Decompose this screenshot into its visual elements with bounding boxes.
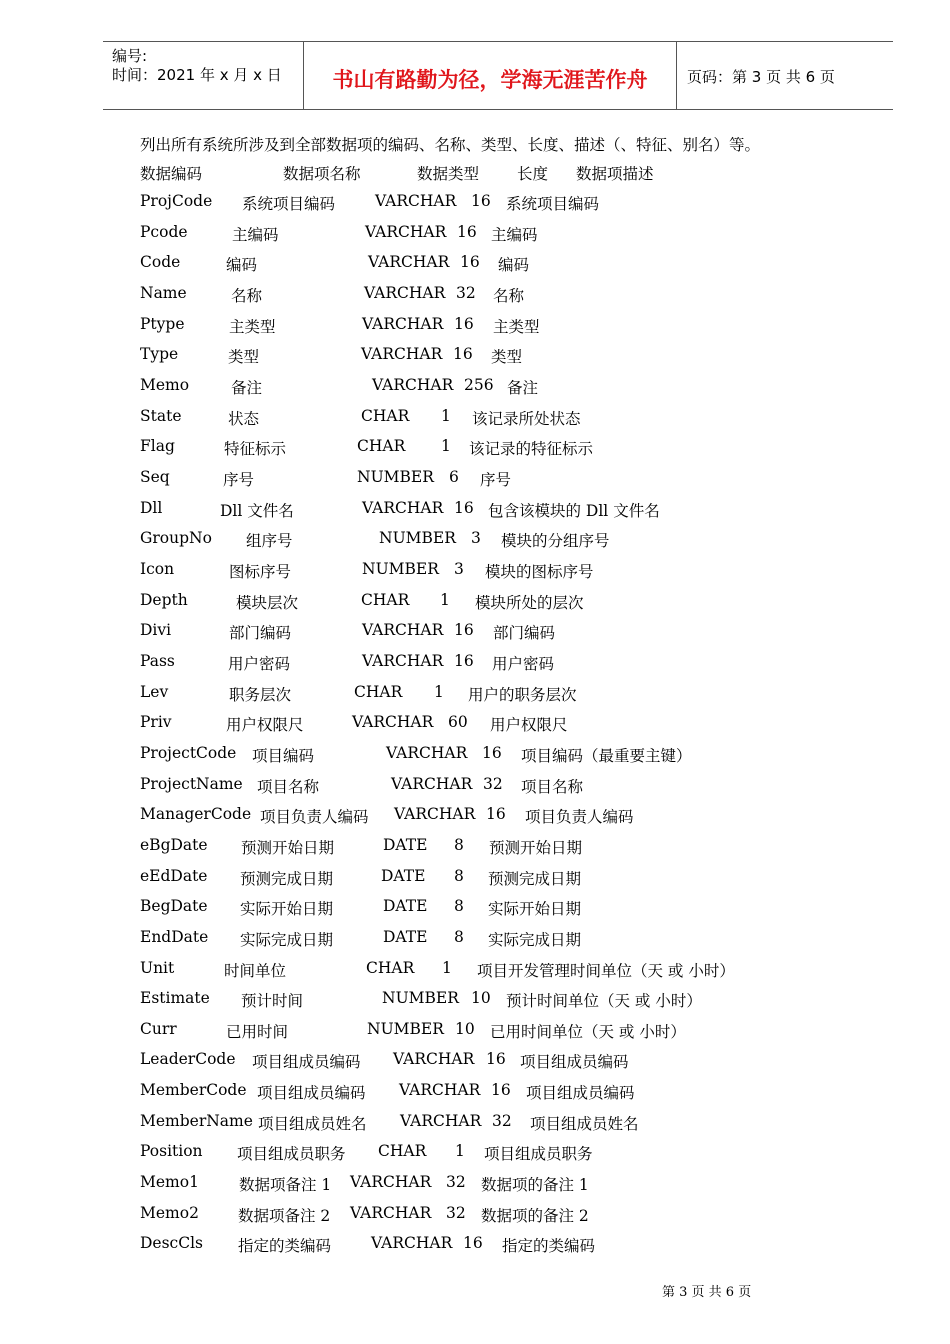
table-row-name: 图标序号 [229,563,292,581]
table-row-name: 项目编码 [252,747,315,765]
table-row-length: 256 [464,376,494,394]
table-row-code: State [140,407,182,425]
table-row-type: VARCHAR [350,1173,432,1191]
table-row [0,315,950,337]
table-row-code: ProjectName [140,775,243,793]
table-row-type: VARCHAR [368,253,450,271]
table-row-length: 32 [483,775,503,793]
table-row-description: 项目负责人编码 [525,808,634,826]
table-row-length: 3 [471,529,481,547]
document-number-label: 编号: [112,47,148,65]
table-row [0,713,950,735]
table-row-type: NUMBER [379,529,456,547]
table-row [0,683,950,705]
table-row-description: 项目编码（最重要主键） [521,747,692,765]
intro-paragraph: 列出所有系统所涉及到全部数据项的编码、名称、类型、长度、描述（、特征、别名）等。 [140,136,761,154]
table-row-description: 用户权限尺 [490,716,568,734]
table-row-description: 指定的类编码 [502,1237,596,1255]
table-row-type: VARCHAR [362,621,444,639]
table-row-name: Dll 文件名 [220,502,294,520]
table-row-name: 项目名称 [257,778,320,796]
table-row-code: ProjectCode [140,744,237,762]
table-row [0,1081,950,1103]
table-row-length: 1 [455,1142,465,1160]
table-row-description: 系统项目编码 [506,195,600,213]
table-row-length: 32 [446,1173,466,1191]
table-row [0,1204,950,1226]
table-row-type: VARCHAR [386,744,468,762]
table-row-code: DescCls [140,1234,204,1252]
table-row [0,376,950,398]
table-row [0,407,950,429]
table-row-type: VARCHAR [362,652,444,670]
table-row-description: 实际开始日期 [488,900,582,918]
table-row-type: CHAR [378,1142,427,1160]
table-row-code: Name [140,284,187,302]
document-time-label: 时间：2021 年 x 月 x 日 [112,66,282,84]
table-row-type: VARCHAR [399,1081,481,1099]
table-row-length: 8 [454,897,464,915]
table-row-type: VARCHAR [362,315,444,333]
table-row-code: MemberName [140,1112,253,1130]
page-footer: 第 3 页 共 6 页 [662,1285,752,1300]
table-header-type: 数据类型 [417,165,480,183]
table-row-name: 项目组成员编码 [252,1053,361,1071]
table-row [0,591,950,613]
table-row-description: 用户的职务层次 [468,686,577,704]
table-row [0,867,950,889]
table-row [0,652,950,674]
table-row-code: Divi [140,621,172,639]
table-row-description: 主类型 [493,318,540,336]
table-header-description: 数据项描述 [576,165,654,183]
table-row-description: 模块的分组序号 [501,532,610,550]
header-page-info: 页码：第 3 页 共 6 页 [687,68,835,86]
table-row-type: VARCHAR [391,775,473,793]
table-row-code: Type [140,345,179,363]
header-motto-cell [304,42,677,109]
table-row-name: 项目负责人编码 [260,808,369,826]
table-row-type: VARCHAR [362,499,444,517]
table-row-description: 该记录所处状态 [472,410,581,428]
table-row-name: 项目组成员姓名 [258,1115,367,1133]
header-motto: 书山有路勤为径，学海无涯苦作舟 [332,68,648,92]
table-row-type: DATE [383,836,428,854]
table-row-name: 模块层次 [236,594,299,612]
table-row-length: 16 [454,621,474,639]
table-row-description: 已用时间单位（天 或 小时） [490,1023,686,1041]
table-row [0,499,950,521]
table-row-type: VARCHAR [364,284,446,302]
table-row [0,223,950,245]
table-row-type: NUMBER [357,468,434,486]
table-row-type: CHAR [357,437,406,455]
table-row-length: 16 [463,1234,483,1252]
table-row-name: 用户密码 [228,655,291,673]
table-row-name: 类型 [228,348,260,366]
table-row-code: Dll [140,499,163,517]
table-row-name: 序号 [223,471,255,489]
table-header-length: 长度 [517,165,549,183]
table-row-length: 16 [471,192,491,210]
table-row-description: 预测开始日期 [489,839,583,857]
table-row-name: 备注 [231,379,263,397]
table-row [0,253,950,275]
table-row [0,345,950,367]
table-row-length: 8 [454,928,464,946]
table-row-length: 60 [448,713,468,731]
table-row-description: 模块所处的层次 [475,594,584,612]
table-row-name: 状态 [228,410,260,428]
table-row-length: 8 [454,867,464,885]
table-row-type: DATE [381,867,426,885]
table-row-code: LeaderCode [140,1050,236,1068]
table-row-type: VARCHAR [365,223,447,241]
table-row-length: 1 [441,407,451,425]
table-row-code: Lev [140,683,169,701]
table-row-code: MemberCode [140,1081,247,1099]
table-row-length: 16 [454,652,474,670]
table-row-type: CHAR [361,591,410,609]
table-row-type: NUMBER [382,989,459,1007]
table-row-type: VARCHAR [352,713,434,731]
table-row [0,1173,950,1195]
table-row-length: 1 [441,437,451,455]
table-row [0,560,950,582]
table-row-code: Pass [140,652,175,670]
table-row-code: EndDate [140,928,209,946]
table-row-description: 主编码 [491,226,538,244]
table-row-length: 16 [457,223,477,241]
table-row-type: CHAR [366,959,415,977]
table-row-description: 项目开发管理时间单位（天 或 小时） [477,962,735,980]
table-row-code: Unit [140,959,175,977]
table-row [0,959,950,981]
table-row-code: BegDate [140,897,208,915]
table-row-type: DATE [383,928,428,946]
table-row [0,928,950,950]
table-row-description: 该记录的特征标示 [469,440,594,458]
table-row-type: VARCHAR [350,1204,432,1222]
table-row-type: VARCHAR [375,192,457,210]
table-row-description: 预测完成日期 [488,870,582,888]
table-row-length: 1 [442,959,452,977]
table-row-name: 项目组成员编码 [257,1084,366,1102]
table-row-length: 16 [454,315,474,333]
table-row-name: 名称 [231,287,263,305]
table-row-type: VARCHAR [393,1050,475,1068]
table-row-length: 16 [460,253,480,271]
table-row-code: Depth [140,591,188,609]
table-row-code: Ptype [140,315,185,333]
table-row-name: 实际完成日期 [240,931,334,949]
table-row-length: 16 [454,499,474,517]
table-row-length: 1 [440,591,450,609]
table-row-name: 部门编码 [229,624,292,642]
table-row-code: Curr [140,1020,177,1038]
table-row-description: 实际完成日期 [488,931,582,949]
table-row [0,284,950,306]
table-row-type: DATE [383,897,428,915]
table-row-name: 职务层次 [229,686,292,704]
table-row [0,1112,950,1134]
table-row-name: 预测完成日期 [240,870,334,888]
table-row-name: 特征标示 [224,440,287,458]
table-row-description: 项目组成员编码 [520,1053,629,1071]
table-row [0,744,950,766]
table-row-type: VARCHAR [361,345,443,363]
table-row [0,805,950,827]
table-row-name: 系统项目编码 [242,195,336,213]
table-row-code: Icon [140,560,175,578]
table-row-length: 16 [453,345,473,363]
table-row-code: eBgDate [140,836,208,854]
table-row-code: Pcode [140,223,188,241]
table-header-name: 数据项名称 [283,165,361,183]
table-row [0,437,950,459]
table-row [0,1142,950,1164]
header-meta [103,42,304,109]
table-row [0,621,950,643]
table-row [0,468,950,490]
table-row-length: 16 [491,1081,511,1099]
table-row-name: 项目组成员职务 [237,1145,346,1163]
table-row [0,1020,950,1042]
table-row-description: 模块的图标序号 [485,563,594,581]
page-header [103,41,893,110]
table-row-description: 名称 [493,287,525,305]
table-row-name: 预计时间 [241,992,304,1010]
table-row-name: 已用时间 [226,1023,289,1041]
table-row [0,192,950,214]
table-row-description: 包含该模块的 Dll 文件名 [488,502,660,520]
table-row-name: 数据项备注 2 [238,1207,331,1225]
table-header [0,162,950,184]
table-row-code: Priv [140,713,172,731]
table-row-description: 项目组成员编码 [526,1084,635,1102]
table-row-length: 10 [471,989,491,1007]
table-row [0,775,950,797]
table-row-name: 编码 [226,256,258,274]
table-row-name: 主类型 [229,318,276,336]
table-row-name: 组序号 [246,532,293,550]
table-row-code: Position [140,1142,203,1160]
table-row-description: 数据项的备注 1 [481,1176,589,1194]
table-row-code: Seq [140,468,170,486]
table-row-length: 10 [455,1020,475,1038]
table-row-type: VARCHAR [400,1112,482,1130]
table-row-code: GroupNo [140,529,212,547]
table-row-description: 项目名称 [521,778,584,796]
table-row-description: 部门编码 [493,624,556,642]
table-row-code: eEdDate [140,867,208,885]
table-row-code: Estimate [140,989,210,1007]
table-row-code: ManagerCode [140,805,252,823]
table-row-description: 编码 [498,256,530,274]
table-row-length: 32 [446,1204,466,1222]
table-row-length: 6 [449,468,459,486]
table-row-type: NUMBER [367,1020,444,1038]
table-row-length: 16 [486,805,506,823]
table-row-code: Memo2 [140,1204,199,1222]
table-row [0,1234,950,1256]
table-header-code: 数据编码 [140,165,203,183]
table-row-description: 项目组成员职务 [484,1145,593,1163]
table-row-type: VARCHAR [372,376,454,394]
table-row-description: 备注 [507,379,539,397]
table-row-type: NUMBER [362,560,439,578]
table-row [0,529,950,551]
table-row-description: 序号 [480,471,512,489]
table-row-name: 主编码 [232,226,279,244]
table-row-name: 用户权限尺 [226,716,304,734]
table-row-type: VARCHAR [394,805,476,823]
table-row [0,836,950,858]
table-row-name: 时间单位 [224,962,287,980]
table-row-description: 预计时间单位（天 或 小时） [506,992,702,1010]
table-row-length: 32 [456,284,476,302]
table-row-length: 3 [454,560,464,578]
table-row-code: Flag [140,437,175,455]
table-row-type: VARCHAR [371,1234,453,1252]
table-row-code: Code [140,253,181,271]
table-row-code: ProjCode [140,192,213,210]
table-row-length: 8 [454,836,464,854]
table-row-description: 数据项的备注 2 [481,1207,589,1225]
table-row-name: 指定的类编码 [238,1237,332,1255]
table-row-description: 用户密码 [492,655,555,673]
table-row [0,897,950,919]
table-row-name: 预测开始日期 [241,839,335,857]
table-row-type: CHAR [361,407,410,425]
table-row-length: 32 [492,1112,512,1130]
table-row-length: 1 [434,683,444,701]
table-row-length: 16 [486,1050,506,1068]
table-row [0,989,950,1011]
table-row-code: Memo [140,376,190,394]
table-row [0,1050,950,1072]
table-row-name: 数据项备注 1 [239,1176,332,1194]
table-row-type: CHAR [354,683,403,701]
table-row-name: 实际开始日期 [240,900,334,918]
table-row-description: 项目组成员姓名 [530,1115,639,1133]
table-row-description: 类型 [491,348,523,366]
table-row-length: 16 [482,744,502,762]
table-row-code: Memo1 [140,1173,199,1191]
